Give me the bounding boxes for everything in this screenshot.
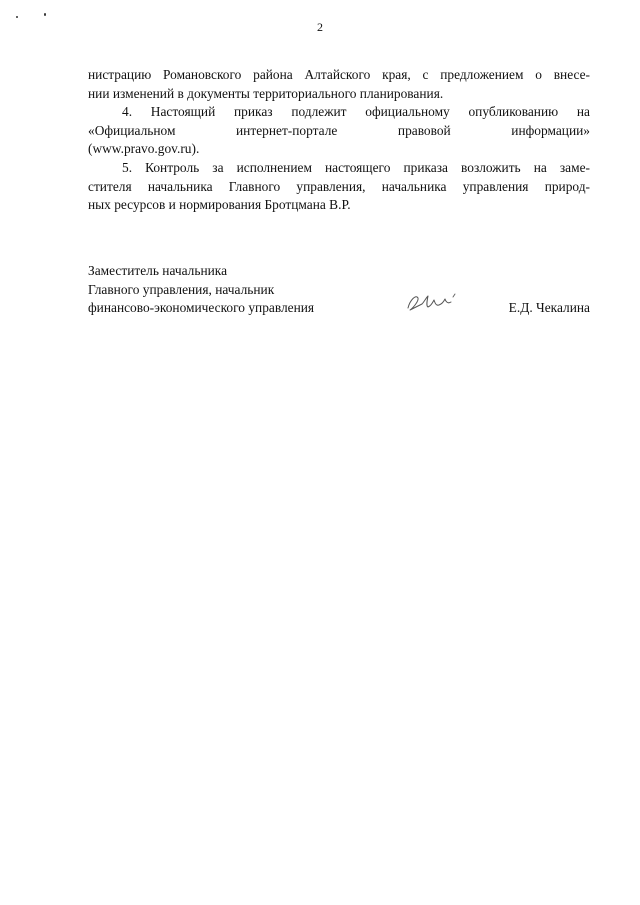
paragraph-item-5 <box>88 196 590 215</box>
signature-block <box>88 262 590 318</box>
signatory-title-line: Заместитель начальника <box>88 263 228 278</box>
paragraph-continuation <box>88 66 590 85</box>
text-line: 5. Контроль за исполнением настоящего приказа возложить на заме- <box>122 159 590 175</box>
paragraph-item-4 <box>88 103 590 122</box>
text-line: 4. Настоящий приказ подлежит официальному опубликованию на <box>122 104 590 120</box>
text-line: стителя начальника Главного управления, начальника управления природ- <box>88 178 590 194</box>
scan-artifact <box>44 13 46 16</box>
text-line: ных ресурсов и нормирования Бротцмана В.Р. <box>88 197 351 213</box>
page-number: 2 <box>317 20 323 34</box>
paragraph-item-5 <box>88 159 590 178</box>
paragraph-item-5 <box>88 178 590 197</box>
paragraph-continuation <box>88 85 590 104</box>
signatory-title-line: Главного управления, начальник <box>88 281 275 297</box>
text-line: (www.pravo.gov.ru). <box>88 141 200 157</box>
document-body <box>88 66 590 215</box>
signatory-name: Е.Д. Чекалина <box>508 300 590 316</box>
signatory-title-line: финансово-экономического управления <box>88 300 315 316</box>
paragraph-item-4 <box>88 122 590 141</box>
handwritten-signature <box>404 286 460 316</box>
paragraph-item-4 <box>88 140 590 159</box>
text-line: «Официальном интернет-портале правовой информации» <box>88 122 590 138</box>
text-line: нистрацию Романовского района Алтайского края, с предложением о внесе- <box>88 67 590 82</box>
scan-artifact <box>16 16 18 18</box>
text-line: нии изменений в документы территориального планирования. <box>88 85 444 101</box>
